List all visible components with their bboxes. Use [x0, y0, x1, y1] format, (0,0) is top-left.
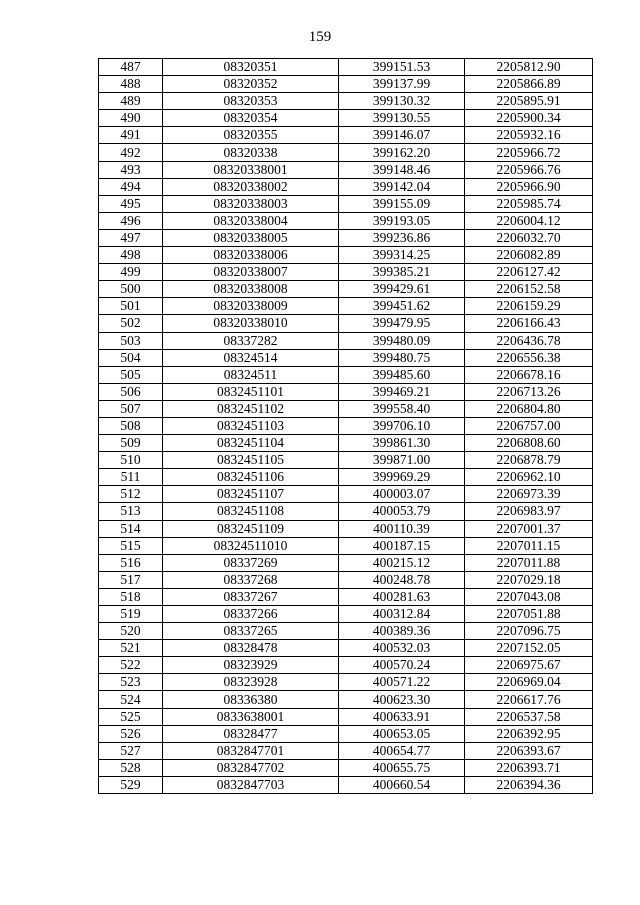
table-row [99, 59, 593, 76]
point-code-cell: 08320338 [163, 144, 339, 161]
x-coordinate-cell: 399429.61 [339, 281, 465, 298]
table-row [99, 281, 593, 298]
point-code-cell: 08323929 [163, 657, 339, 674]
x-coordinate-cell: 400654.77 [339, 742, 465, 759]
y-coordinate-cell: 2205932.16 [465, 127, 593, 144]
table-row [99, 349, 593, 366]
row-number-cell: 493 [99, 161, 163, 178]
table-row [99, 623, 593, 640]
point-code-cell: 08320355 [163, 127, 339, 144]
table-row [99, 383, 593, 400]
point-code-cell: 08320338001 [163, 161, 339, 178]
table-row [99, 127, 593, 144]
table-row [99, 247, 593, 264]
table-row [99, 298, 593, 315]
table-row [99, 759, 593, 776]
y-coordinate-cell: 2205866.89 [465, 76, 593, 93]
x-coordinate-cell: 400003.07 [339, 486, 465, 503]
table-row [99, 554, 593, 571]
row-number-cell: 510 [99, 452, 163, 469]
row-number-cell: 507 [99, 400, 163, 417]
coordinates-table [98, 58, 593, 794]
table-row [99, 76, 593, 93]
point-code-cell: 0832451101 [163, 383, 339, 400]
x-coordinate-cell: 400653.05 [339, 725, 465, 742]
row-number-cell: 488 [99, 76, 163, 93]
row-number-cell: 517 [99, 571, 163, 588]
table-row [99, 725, 593, 742]
point-code-cell: 08320338002 [163, 178, 339, 195]
row-number-cell: 497 [99, 229, 163, 246]
table-row [99, 452, 593, 469]
y-coordinate-cell: 2206032.70 [465, 229, 593, 246]
table-row [99, 537, 593, 554]
x-coordinate-cell: 400655.75 [339, 759, 465, 776]
point-code-cell: 08324514 [163, 349, 339, 366]
row-number-cell: 514 [99, 520, 163, 537]
x-coordinate-cell: 399151.53 [339, 59, 465, 76]
row-number-cell: 502 [99, 315, 163, 332]
row-number-cell: 505 [99, 366, 163, 383]
y-coordinate-cell: 2205966.72 [465, 144, 593, 161]
table-row [99, 161, 593, 178]
row-number-cell: 515 [99, 537, 163, 554]
row-number-cell: 495 [99, 195, 163, 212]
x-coordinate-cell: 400053.79 [339, 503, 465, 520]
x-coordinate-cell: 399385.21 [339, 264, 465, 281]
x-coordinate-cell: 399479.95 [339, 315, 465, 332]
point-code-cell: 08320338009 [163, 298, 339, 315]
y-coordinate-cell: 2205985.74 [465, 195, 593, 212]
x-coordinate-cell: 400187.15 [339, 537, 465, 554]
x-coordinate-cell: 399314.25 [339, 247, 465, 264]
x-coordinate-cell: 399193.05 [339, 212, 465, 229]
row-number-cell: 494 [99, 178, 163, 195]
row-number-cell: 500 [99, 281, 163, 298]
x-coordinate-cell: 400110.39 [339, 520, 465, 537]
table-row [99, 674, 593, 691]
row-number-cell: 525 [99, 708, 163, 725]
y-coordinate-cell: 2206393.71 [465, 759, 593, 776]
table-row [99, 110, 593, 127]
row-number-cell: 506 [99, 383, 163, 400]
x-coordinate-cell: 400215.12 [339, 554, 465, 571]
row-number-cell: 526 [99, 725, 163, 742]
table-row [99, 332, 593, 349]
y-coordinate-cell: 2206878.79 [465, 452, 593, 469]
row-number-cell: 513 [99, 503, 163, 520]
point-code-cell: 08320338003 [163, 195, 339, 212]
x-coordinate-cell: 399148.46 [339, 161, 465, 178]
table-row [99, 400, 593, 417]
point-code-cell: 08324511 [163, 366, 339, 383]
x-coordinate-cell: 399155.09 [339, 195, 465, 212]
row-number-cell: 491 [99, 127, 163, 144]
point-code-cell: 0832847702 [163, 759, 339, 776]
point-code-cell: 08320338008 [163, 281, 339, 298]
point-code-cell: 08320338004 [163, 212, 339, 229]
row-number-cell: 511 [99, 469, 163, 486]
point-code-cell: 08320352 [163, 76, 339, 93]
x-coordinate-cell: 400571.22 [339, 674, 465, 691]
row-number-cell: 518 [99, 588, 163, 605]
table-row [99, 366, 593, 383]
table-row [99, 776, 593, 793]
point-code-cell: 08320338006 [163, 247, 339, 264]
point-code-cell: 0832451105 [163, 452, 339, 469]
y-coordinate-cell: 2206152.58 [465, 281, 593, 298]
y-coordinate-cell: 2206392.95 [465, 725, 593, 742]
table-row [99, 588, 593, 605]
y-coordinate-cell: 2206678.16 [465, 366, 593, 383]
point-code-cell: 08337265 [163, 623, 339, 640]
row-number-cell: 523 [99, 674, 163, 691]
point-code-cell: 0832451109 [163, 520, 339, 537]
y-coordinate-cell: 2207043.08 [465, 588, 593, 605]
table-row [99, 144, 593, 161]
table-row [99, 520, 593, 537]
row-number-cell: 522 [99, 657, 163, 674]
y-coordinate-cell: 2206962.10 [465, 469, 593, 486]
row-number-cell: 520 [99, 623, 163, 640]
x-coordinate-cell: 400389.36 [339, 623, 465, 640]
page-number: 159 [308, 29, 332, 45]
point-code-cell: 08324511010 [163, 537, 339, 554]
y-coordinate-cell: 2205895.91 [465, 93, 593, 110]
x-coordinate-cell: 399485.60 [339, 366, 465, 383]
y-coordinate-cell: 2205966.76 [465, 161, 593, 178]
y-coordinate-cell: 2206983.97 [465, 503, 593, 520]
point-code-cell: 0832451104 [163, 435, 339, 452]
table-row [99, 195, 593, 212]
x-coordinate-cell: 400623.30 [339, 691, 465, 708]
row-number-cell: 529 [99, 776, 163, 793]
x-coordinate-cell: 399146.07 [339, 127, 465, 144]
row-number-cell: 528 [99, 759, 163, 776]
row-number-cell: 504 [99, 349, 163, 366]
x-coordinate-cell: 400281.63 [339, 588, 465, 605]
table-row [99, 315, 593, 332]
table-row [99, 93, 593, 110]
x-coordinate-cell: 399142.04 [339, 178, 465, 195]
point-code-cell: 08336380 [163, 691, 339, 708]
y-coordinate-cell: 2207011.88 [465, 554, 593, 571]
y-coordinate-cell: 2206537.58 [465, 708, 593, 725]
table-row [99, 469, 593, 486]
y-coordinate-cell: 2206082.89 [465, 247, 593, 264]
y-coordinate-cell: 2206159.29 [465, 298, 593, 315]
row-number-cell: 490 [99, 110, 163, 127]
x-coordinate-cell: 399706.10 [339, 417, 465, 434]
y-coordinate-cell: 2207011.15 [465, 537, 593, 554]
y-coordinate-cell: 2206713.26 [465, 383, 593, 400]
point-code-cell: 08337282 [163, 332, 339, 349]
y-coordinate-cell: 2206166.43 [465, 315, 593, 332]
x-coordinate-cell: 400660.54 [339, 776, 465, 793]
x-coordinate-cell: 399558.40 [339, 400, 465, 417]
table-row [99, 417, 593, 434]
x-coordinate-cell: 400532.03 [339, 640, 465, 657]
row-number-cell: 499 [99, 264, 163, 281]
x-coordinate-cell: 400570.24 [339, 657, 465, 674]
y-coordinate-cell: 2206757.00 [465, 417, 593, 434]
table-row [99, 640, 593, 657]
table-row [99, 486, 593, 503]
point-code-cell: 0832451102 [163, 400, 339, 417]
table-row [99, 571, 593, 588]
x-coordinate-cell: 399861.30 [339, 435, 465, 452]
x-coordinate-cell: 399137.99 [339, 76, 465, 93]
y-coordinate-cell: 2205966.90 [465, 178, 593, 195]
row-number-cell: 496 [99, 212, 163, 229]
table-row [99, 229, 593, 246]
table-row [99, 264, 593, 281]
y-coordinate-cell: 2207096.75 [465, 623, 593, 640]
table-row [99, 212, 593, 229]
x-coordinate-cell: 399130.55 [339, 110, 465, 127]
y-coordinate-cell: 2206393.67 [465, 742, 593, 759]
point-code-cell: 0832451107 [163, 486, 339, 503]
point-code-cell: 0833638001 [163, 708, 339, 725]
point-code-cell: 08320354 [163, 110, 339, 127]
y-coordinate-cell: 2206436.78 [465, 332, 593, 349]
table-row [99, 691, 593, 708]
table-body [99, 59, 593, 794]
x-coordinate-cell: 399871.00 [339, 452, 465, 469]
y-coordinate-cell: 2206394.36 [465, 776, 593, 793]
point-code-cell: 08320338005 [163, 229, 339, 246]
x-coordinate-cell: 399236.86 [339, 229, 465, 246]
x-coordinate-cell: 399480.09 [339, 332, 465, 349]
point-code-cell: 08337269 [163, 554, 339, 571]
row-number-cell: 503 [99, 332, 163, 349]
table-row [99, 742, 593, 759]
table-row [99, 178, 593, 195]
x-coordinate-cell: 399451.62 [339, 298, 465, 315]
row-number-cell: 521 [99, 640, 163, 657]
x-coordinate-cell: 400248.78 [339, 571, 465, 588]
point-code-cell: 0832847703 [163, 776, 339, 793]
row-number-cell: 509 [99, 435, 163, 452]
y-coordinate-cell: 2207029.18 [465, 571, 593, 588]
point-code-cell: 08323928 [163, 674, 339, 691]
x-coordinate-cell: 400633.91 [339, 708, 465, 725]
row-number-cell: 492 [99, 144, 163, 161]
x-coordinate-cell: 399480.75 [339, 349, 465, 366]
row-number-cell: 516 [99, 554, 163, 571]
point-code-cell: 08337266 [163, 606, 339, 623]
row-number-cell: 512 [99, 486, 163, 503]
point-code-cell: 08320351 [163, 59, 339, 76]
x-coordinate-cell: 399130.32 [339, 93, 465, 110]
row-number-cell: 524 [99, 691, 163, 708]
point-code-cell: 08320353 [163, 93, 339, 110]
y-coordinate-cell: 2205812.90 [465, 59, 593, 76]
table-row [99, 503, 593, 520]
y-coordinate-cell: 2206973.39 [465, 486, 593, 503]
y-coordinate-cell: 2207001.37 [465, 520, 593, 537]
point-code-cell: 08320338007 [163, 264, 339, 281]
row-number-cell: 519 [99, 606, 163, 623]
y-coordinate-cell: 2207051.88 [465, 606, 593, 623]
y-coordinate-cell: 2206975.67 [465, 657, 593, 674]
y-coordinate-cell: 2206004.12 [465, 212, 593, 229]
y-coordinate-cell: 2206808.60 [465, 435, 593, 452]
y-coordinate-cell: 2205900.34 [465, 110, 593, 127]
table-row [99, 435, 593, 452]
point-code-cell: 08328477 [163, 725, 339, 742]
y-coordinate-cell: 2206617.76 [465, 691, 593, 708]
point-code-cell: 08337268 [163, 571, 339, 588]
y-coordinate-cell: 2207152.05 [465, 640, 593, 657]
point-code-cell: 0832451106 [163, 469, 339, 486]
x-coordinate-cell: 399469.21 [339, 383, 465, 400]
point-code-cell: 08337267 [163, 588, 339, 605]
table-row [99, 606, 593, 623]
point-code-cell: 0832451103 [163, 417, 339, 434]
point-code-cell: 0832847701 [163, 742, 339, 759]
x-coordinate-cell: 400312.84 [339, 606, 465, 623]
point-code-cell: 08320338010 [163, 315, 339, 332]
x-coordinate-cell: 399969.29 [339, 469, 465, 486]
y-coordinate-cell: 2206804.80 [465, 400, 593, 417]
point-code-cell: 0832451108 [163, 503, 339, 520]
row-number-cell: 489 [99, 93, 163, 110]
y-coordinate-cell: 2206127.42 [465, 264, 593, 281]
point-code-cell: 08328478 [163, 640, 339, 657]
y-coordinate-cell: 2206556.38 [465, 349, 593, 366]
table-row [99, 657, 593, 674]
row-number-cell: 508 [99, 417, 163, 434]
row-number-cell: 501 [99, 298, 163, 315]
row-number-cell: 487 [99, 59, 163, 76]
y-coordinate-cell: 2206969.04 [465, 674, 593, 691]
row-number-cell: 498 [99, 247, 163, 264]
x-coordinate-cell: 399162.20 [339, 144, 465, 161]
row-number-cell: 527 [99, 742, 163, 759]
table-row [99, 708, 593, 725]
